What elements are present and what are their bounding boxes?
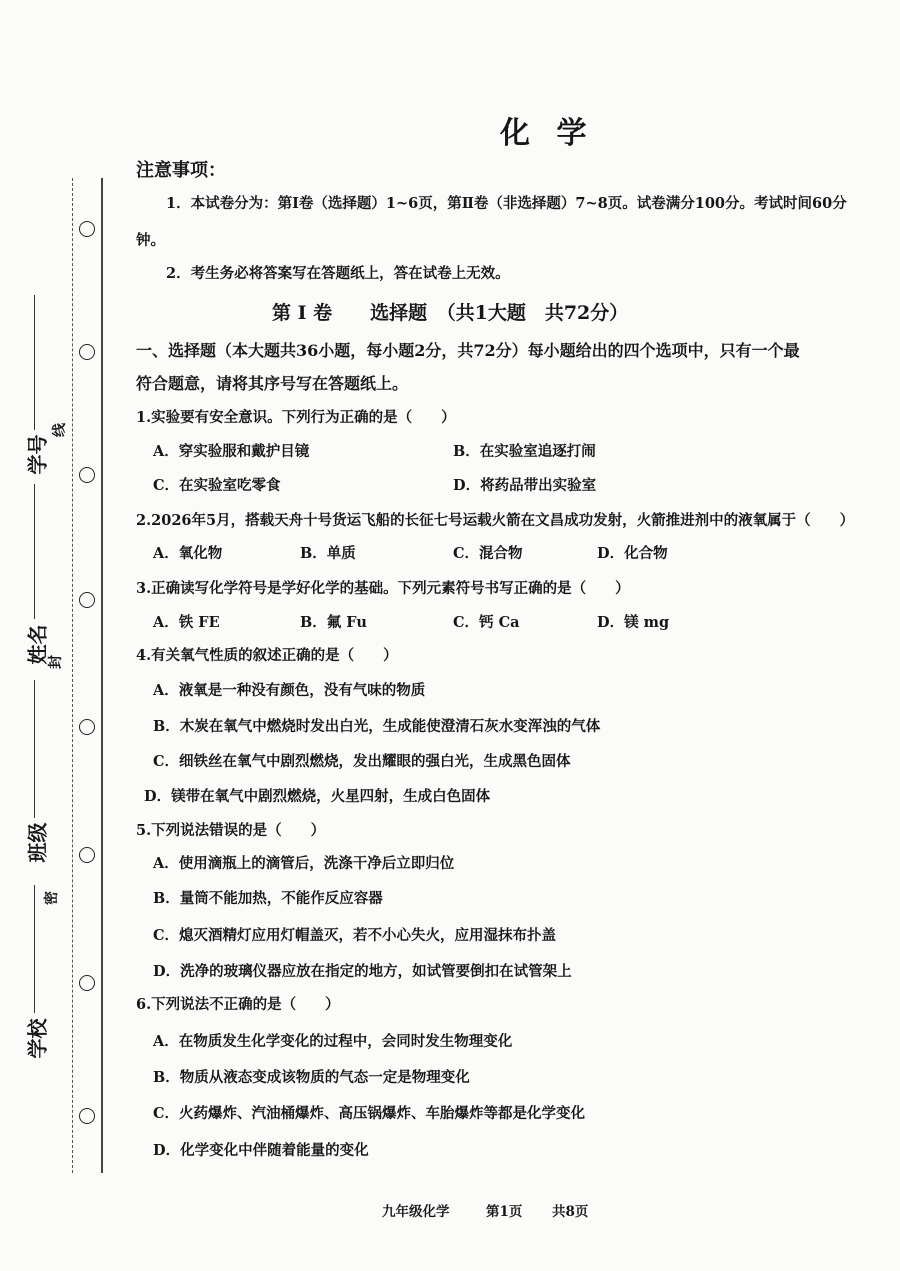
option-d: D．将药品带出实验室 xyxy=(453,477,597,494)
option-d: D．化学变化中伴随着能量的变化 xyxy=(153,1142,369,1159)
name-label: 姓名 xyxy=(25,624,50,665)
question-stem: 4.有关氧气性质的叙述正确的是（ ） xyxy=(136,647,398,664)
footer-page-number: 第1页 xyxy=(486,1204,523,1220)
option-b: B．木炭在氧气中燃烧时发出白光，生成能使澄清石灰水变浑浊的气体 xyxy=(153,718,601,735)
notice-heading: 注意事项： xyxy=(136,160,226,181)
punch-hole-circle xyxy=(79,1108,95,1124)
question-stem: 1.实验要有安全意识。下列行为正确的是（ ） xyxy=(136,409,456,426)
punch-hole-circle xyxy=(79,467,95,483)
option-d: D．镁 mg xyxy=(597,614,670,631)
footer-total-pages: 共8页 xyxy=(552,1204,589,1220)
option-b: B．量筒不能加热，不能作反应容器 xyxy=(153,890,383,907)
option-a: A．穿实验服和戴护目镜 xyxy=(153,443,310,460)
option-c: C．熄灭酒精灯应用灯帽盖灭，若不小心失火，应用湿抹布扑盖 xyxy=(153,927,557,944)
student-id-field[interactable] xyxy=(34,295,35,430)
name-field[interactable] xyxy=(34,484,35,619)
option-b: B．物质从液态变成该物质的气态一定是物理变化 xyxy=(153,1069,470,1086)
punch-hole-circle xyxy=(79,975,95,991)
section-intro-cont: 符合题意，请将其序号写在答题纸上。 xyxy=(136,374,409,393)
notice-item-1-cont: 钟。 xyxy=(136,232,165,249)
margin-seal-char: 封 xyxy=(48,655,64,669)
option-b: B．单质 xyxy=(300,545,356,562)
option-d: D．洗净的玻璃仪器应放在指定的地方，如试管要倒扣在试管架上 xyxy=(153,963,572,980)
question-stem: 2.2026年5月，搭载天舟十号货运飞船的长征七号运载火箭在文昌成功发射，火箭推进剂中的液氧属于（ ） xyxy=(136,512,855,529)
margin-secret-char: 密 xyxy=(44,891,60,905)
question-stem: 5.下列说法错误的是（ ） xyxy=(136,822,326,839)
margin-line-char: 线 xyxy=(52,423,68,437)
student-id-label: 学号 xyxy=(25,434,50,475)
punch-hole-circle xyxy=(79,592,95,608)
option-b: B．氟 Fu xyxy=(300,614,367,631)
option-d: D．化合物 xyxy=(597,545,668,562)
option-b: B．在实验室追逐打闹 xyxy=(453,443,596,460)
binding-border-line xyxy=(101,178,103,1173)
school-field[interactable] xyxy=(34,885,35,1013)
option-a: A．氧化物 xyxy=(153,545,223,562)
class-label: 班级 xyxy=(25,822,50,863)
page-title: 化 学 xyxy=(500,116,595,151)
option-a: A．铁 FE xyxy=(153,614,220,631)
option-c: C．火药爆炸、汽油桶爆炸、高压锅爆炸、车胎爆炸等都是化学变化 xyxy=(153,1105,586,1122)
school-label: 学校 xyxy=(25,1018,50,1059)
question-stem: 3.正确读写化学符号是学好化学的基础。下列元素符号书写正确的是（ ） xyxy=(136,580,630,597)
punch-hole-circle xyxy=(79,847,95,863)
punch-hole-circle xyxy=(79,221,95,237)
notice-item-1: 1．本试卷分为：第Ⅰ卷（选择题）1~6页，第Ⅱ卷（非选择题）7~8页。试卷满分100分。考试时间60分 xyxy=(166,195,847,212)
option-a: A．液氧是一种没有颜色，没有气味的物质 xyxy=(153,682,426,699)
question-stem: 6.下列说法不正确的是（ ） xyxy=(136,996,340,1013)
footer-course: 九年级化学 xyxy=(382,1204,450,1220)
option-c: C．混合物 xyxy=(453,545,523,562)
class-field[interactable] xyxy=(34,680,35,818)
punch-hole-circle xyxy=(79,344,95,360)
punch-hole-circle xyxy=(79,719,95,735)
notice-item-2: 2．考生务必将答案写在答题纸上，答在试卷上无效。 xyxy=(166,265,510,282)
binding-dashed-line xyxy=(72,178,73,1173)
option-a: A．在物质发生化学变化的过程中，会同时发生物理变化 xyxy=(153,1033,513,1050)
option-d: D．镁带在氧气中剧烈燃烧，火星四射，生成白色固体 xyxy=(144,788,491,805)
option-c: C．钙 Ca xyxy=(453,614,520,631)
section-intro: 一、选择题（本大题共36小题，每小题2分，共72分）每小题给出的四个选项中，只有一个最 xyxy=(136,341,800,360)
option-c: C．细铁丝在氧气中剧烈燃烧，发出耀眼的强白光，生成黑色固体 xyxy=(153,753,571,770)
option-a: A．使用滴瓶上的滴管后，洗涤干净后立即归位 xyxy=(153,855,455,872)
option-c: C．在实验室吃零食 xyxy=(153,477,281,494)
section-heading: 第 Ⅰ 卷 选择题 （共1大题 共72分） xyxy=(272,302,629,324)
